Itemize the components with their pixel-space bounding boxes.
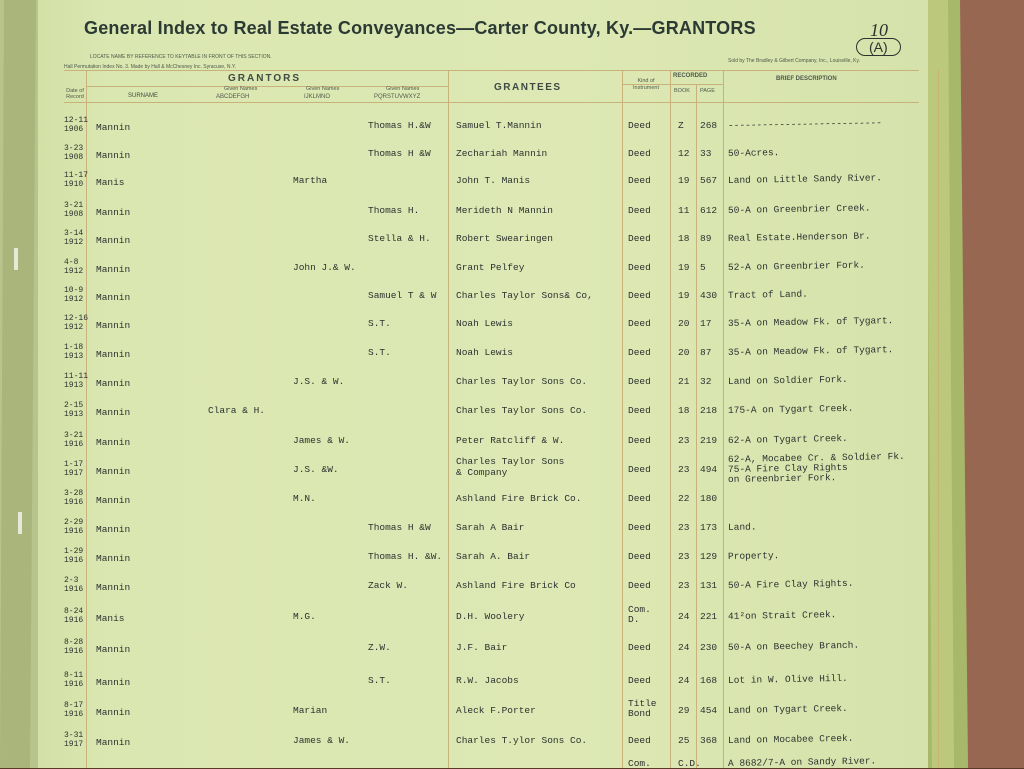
description-cell: 50-A on Greenbrier Creek. [727, 202, 871, 216]
grantee-cell: Charles Taylor Sons [456, 456, 565, 467]
surname-cell: Manis [96, 177, 125, 188]
instrument-kind-cell: Deed [628, 376, 651, 387]
given-names-2-cell: J.S. & W. [293, 376, 345, 387]
instrument-kind-cell: Deed [628, 262, 651, 273]
page-cell: 180 [700, 493, 718, 504]
given-names-label-3: Given Names [386, 86, 420, 92]
surname-cell: Mannin [96, 320, 131, 331]
book-cell: 20 [678, 347, 690, 358]
instrument-kind-cell: Deed [628, 175, 651, 186]
instrument-kind-cell: Deed [628, 735, 651, 746]
col-rule-grantees [622, 70, 623, 768]
grantee-cell: John T. Manis [456, 175, 531, 186]
page-cell: 131 [700, 580, 718, 591]
given-names-2-cell: James & W. [293, 735, 351, 746]
grantee-cell: Ashland Fire Brick Co [456, 580, 576, 591]
page-cell: 494 [700, 464, 718, 475]
given-names-3-cell: S.T. [368, 347, 391, 358]
description-cell: A 8682/7-A on Sandy River. [727, 755, 877, 769]
grantee-cell: R.W. Jacobs [456, 675, 519, 686]
description-cell-line3: on Greenbrier Fork. [727, 472, 837, 485]
grantee-cell-line2: & Company [456, 467, 508, 478]
book-cell: 18 [678, 405, 690, 416]
book-cell: 24 [678, 611, 690, 622]
col-rule-recorded [723, 70, 724, 768]
book-cell: 29 [678, 705, 690, 716]
page-cell: 221 [700, 611, 718, 622]
description-cell: Property. [727, 550, 780, 562]
header-bottom-rule [64, 102, 919, 103]
surname-cell: Mannin [96, 235, 131, 246]
page-number: 10 [870, 20, 888, 40]
given-names-2-cell: M.N. [293, 493, 316, 504]
instrument-kind-cell: Com. [628, 758, 651, 769]
book-cell: 19 [678, 175, 690, 186]
record-date-year: 1910 [64, 180, 84, 189]
description-cell: 35-A on Meadow Fk. of Tygart. [727, 315, 894, 329]
instrument-kind-cell: Deed [628, 290, 651, 301]
page-cell: 89 [700, 233, 712, 244]
grantees-header: GRANTEES [494, 82, 562, 93]
description-cell-line2: 75-A Fire Clay Rights [727, 461, 848, 475]
record-date-year: 1913 [64, 352, 84, 361]
record-date-day: 12-16 [64, 314, 89, 323]
grantee-cell: Charles T.ylor Sons Co. [456, 735, 588, 746]
given-names-1-cell: Clara & H. [208, 405, 266, 416]
instrument-kind-cell: Deed [628, 493, 651, 504]
record-date-day: 2-15 [64, 401, 84, 410]
surname-cell: Mannin [96, 466, 131, 477]
col-rule-grantors [448, 70, 449, 768]
grantee-cell: Noah Lewis [456, 347, 514, 358]
record-date-day: 4-8 [64, 258, 79, 267]
page-cell: 268 [700, 120, 718, 131]
surname-header: SURNAME [128, 93, 159, 99]
book-cell: 19 [678, 290, 690, 301]
description-cell: 175-A on Tygart Creek. [727, 402, 854, 416]
grantee-cell: Samuel T.Mannin [456, 120, 542, 131]
description-cell: 50-Acres. [727, 147, 780, 159]
page-cell: 612 [700, 205, 718, 216]
grantee-cell: D.H. Woolery [456, 611, 525, 622]
book-cell: 21 [678, 376, 690, 387]
description-cell: Land on Mocabee Creek. [727, 732, 854, 746]
sold-note: Sold by The Bradley & Gilbert Company, Inc., Louisville, Ky. [728, 58, 861, 64]
page-title: General Index to Real Estate Conveyances—Carter County, Ky.—GRANTORS [84, 18, 756, 38]
grantee-cell: Charles Taylor Sons Co. [456, 376, 588, 387]
record-date-year: 1916 [64, 440, 84, 449]
surname-cell: Mannin [96, 122, 131, 133]
description-cell: Real Estate.Henderson Br. [727, 230, 871, 244]
record-date-day: 8-28 [64, 638, 84, 647]
surname-cell: Mannin [96, 407, 131, 418]
instrument-kind-cell: Deed [628, 318, 651, 329]
given-names-3-cell: Stella & H. [368, 233, 431, 244]
given-names-3-cell: Thomas H &W [368, 148, 431, 159]
grantee-cell: Merideth N Mannin [456, 205, 553, 216]
record-date-day: 8-17 [64, 701, 84, 710]
record-date-day: 8-24 [64, 607, 84, 616]
record-date-year: 1912 [64, 238, 84, 247]
grantors-header: GRANTORS [228, 73, 302, 84]
given-names-3-cell: Thomas H.&W [368, 120, 431, 131]
record-date-day: 12-11 [64, 116, 89, 125]
book-cell: 12 [678, 148, 690, 159]
description-cell: 41²on Strait Creek. [727, 609, 837, 622]
surname-cell: Mannin [96, 349, 131, 360]
book-cell: 23 [678, 435, 690, 446]
record-date-day: 3-28 [64, 489, 84, 498]
instrument-kind-cell: Deed [628, 347, 651, 358]
given-names-2-cell: J.S. &W. [293, 464, 339, 475]
record-date-year: 1916 [64, 585, 84, 594]
instrument-kind-cell: Deed [628, 642, 651, 653]
book-cell: 25 [678, 735, 690, 746]
instrument-kind-cell: Deed [628, 405, 651, 416]
surname-cell: Mannin [96, 644, 131, 655]
brief-description-header: BRIEF DESCRIPTION [776, 76, 837, 82]
ledger-page [38, 0, 928, 768]
given-names-3-cell: Samuel T & W [368, 290, 437, 301]
record-date-day: 11-11 [64, 372, 89, 381]
page-cell: 33 [700, 148, 712, 159]
page-cell: 567 [700, 175, 718, 186]
description-cell: --------------------------- [727, 117, 883, 131]
page-cell: 218 [700, 405, 718, 416]
description-cell: Land. [727, 521, 757, 533]
description-cell: 52-A on Greenbrier Fork. [727, 259, 865, 273]
book-cell: 23 [678, 551, 690, 562]
page-cell: 454 [700, 705, 718, 716]
record-date-year: 1912 [64, 295, 84, 304]
record-date-day: 11-17 [64, 171, 89, 180]
instrument-kind-cell: Deed [628, 120, 651, 131]
surname-cell: Mannin [96, 582, 131, 593]
description-cell: Lot in W. Olive Hill. [727, 672, 848, 686]
record-date-day: 8-11 [64, 671, 84, 680]
book-cell: 24 [678, 675, 690, 686]
record-date-year: 1908 [64, 153, 84, 162]
record-date-day: 3-21 [64, 201, 84, 210]
book-cell: 20 [678, 318, 690, 329]
given-names-1-header: ABCDEFGH [216, 94, 250, 100]
given-names-label-2: Given Names [306, 86, 340, 92]
book-cell: 23 [678, 464, 690, 475]
surname-cell: Mannin [96, 264, 131, 275]
page-cell: 230 [700, 642, 718, 653]
description-cell: 62-A on Tygart Creek. [727, 432, 848, 446]
record-date-year: 1916 [64, 616, 84, 625]
locate-note: LOCATE NAME BY REFERENCE TO KEYTABLE IN FRONT OF THIS SECTION. [90, 54, 272, 60]
record-date-day: 1-29 [64, 547, 84, 556]
grantee-cell: Charles Taylor Sons& Co, [456, 290, 593, 301]
page-cell: 430 [700, 290, 718, 301]
record-date-day: 2-29 [64, 518, 84, 527]
record-date-day: 1-17 [64, 460, 84, 469]
record-date-year: 1913 [64, 381, 84, 390]
record-date-year: 1916 [64, 498, 84, 507]
page-letter: (A) [856, 38, 901, 56]
record-date-year: 1916 [64, 556, 84, 565]
page-cell: 168 [700, 675, 718, 686]
grantee-cell: Grant Pelfey [456, 262, 525, 273]
book-cell: Z [678, 120, 684, 131]
given-names-3-cell: Z.W. [368, 642, 391, 653]
surname-cell: Mannin [96, 378, 131, 389]
page-cell: 173 [700, 522, 718, 533]
description-cell: Land on Little Sandy River. [727, 172, 883, 186]
book-cell: 24 [678, 642, 690, 653]
record-date-day: 3-31 [64, 731, 84, 740]
page-cell: 5 [700, 262, 706, 273]
instrument-kind-cell: Deed [628, 233, 651, 244]
header-top-rule [64, 70, 919, 71]
surname-cell: Mannin [96, 150, 131, 161]
given-names-2-cell: Marian [293, 705, 328, 716]
surname-cell: Mannin [96, 437, 131, 448]
given-names-3-cell: Thomas H. &W. [368, 551, 443, 562]
given-names-3-cell: Thomas H &W [368, 522, 431, 533]
surname-cell: Mannin [96, 495, 131, 506]
col-rule-book [696, 84, 697, 768]
grantee-cell: Peter Ratcliff & W. [456, 435, 565, 446]
description-cell: Land on Soldier Fork. [727, 373, 848, 387]
book-cell: 22 [678, 493, 690, 504]
surname-cell: Mannin [96, 207, 131, 218]
grantee-cell: Aleck F.Porter [456, 705, 536, 716]
instrument-kind-cell: Com. D. [628, 604, 651, 625]
surname-cell: Mannin [96, 553, 131, 564]
grantee-cell: Sarah A Bair [456, 522, 525, 533]
given-names-3-cell: S.T. [368, 318, 391, 329]
grantee-cell: Robert Swearingen [456, 233, 553, 244]
record-date-day: 1-18 [64, 343, 84, 352]
record-date-year: 1912 [64, 323, 84, 332]
kind-of-instrument-header: Kind of Instrument [633, 78, 659, 91]
date-of-record-header: Date of Record [66, 88, 84, 100]
given-names-3-cell: Thomas H. [368, 205, 420, 216]
given-names-2-cell: M.G. [293, 611, 316, 622]
grantee-cell: Noah Lewis [456, 318, 514, 329]
page-cell: 87 [700, 347, 712, 358]
page-cell: 32 [700, 376, 712, 387]
book-cell: 19 [678, 262, 690, 273]
given-names-2-cell: James & W. [293, 435, 351, 446]
record-date-year: 1906 [64, 125, 84, 134]
surname-cell: Mannin [96, 737, 131, 748]
page-cell: 129 [700, 551, 718, 562]
description-cell: Tract of Land. [727, 288, 808, 301]
grantee-cell: Charles Taylor Sons Co. [456, 405, 588, 416]
instrument-kind-cell: Deed [628, 464, 651, 475]
record-date-year: 1916 [64, 680, 84, 689]
record-date-year: 1916 [64, 710, 84, 719]
instrument-kind-cell: Title Bond [628, 698, 657, 719]
record-date-year: 1916 [64, 527, 84, 536]
description-cell: Land on Tygart Creek. [727, 702, 848, 716]
record-date-year: 1916 [64, 647, 84, 656]
grantee-cell: J.F. Bair [456, 642, 508, 653]
surname-cell: Manis [96, 613, 125, 624]
record-date-day: 2-3 [64, 576, 79, 585]
record-date-year: 1912 [64, 267, 84, 276]
given-names-3-cell: Zack W. [368, 580, 408, 591]
surname-cell: Mannin [96, 677, 131, 688]
book-header: BOOK [674, 88, 690, 94]
page-cell: 17 [700, 318, 712, 329]
given-names-2-cell: John J.& W. [293, 262, 356, 273]
record-date-day: 10-9 [64, 286, 84, 295]
given-names-3-cell: S.T. [368, 675, 391, 686]
book-cell: 11 [678, 205, 690, 216]
instrument-kind-cell: Deed [628, 675, 651, 686]
record-date-day: 3-23 [64, 144, 84, 153]
grantee-cell: Zechariah Mannin [456, 148, 548, 159]
page-cell: 219 [700, 435, 718, 446]
form-note: Hall Permutation Index No. 3. Made by Hall & McChesney Inc. Syracuse, N.Y. [64, 64, 236, 70]
grantee-cell: Sarah A. Bair [456, 551, 531, 562]
given-names-3-header: PQRSTUVWXYZ [374, 94, 421, 100]
book-cell: 23 [678, 522, 690, 533]
record-date-day: 3-21 [64, 431, 84, 440]
record-date-year: 1908 [64, 210, 84, 219]
record-date-year: 1917 [64, 740, 84, 749]
record-date-year: 1917 [64, 469, 84, 478]
given-names-2-header: IJKLMNO [304, 94, 331, 100]
book-cell: 18 [678, 233, 690, 244]
record-date-day: 3-14 [64, 229, 84, 238]
surname-cell: Mannin [96, 707, 131, 718]
instrument-kind-cell: Deed [628, 435, 651, 446]
recorded-header: RECORDED [673, 73, 708, 79]
instrument-kind-cell: Deed [628, 551, 651, 562]
instrument-kind-cell: Deed [628, 522, 651, 533]
instrument-kind-cell: Deed [628, 580, 651, 591]
grantee-cell: Ashland Fire Brick Co. [456, 493, 582, 504]
col-rule-description [938, 70, 939, 768]
book-cell: C.D. [678, 758, 701, 769]
instrument-kind-cell: Deed [628, 205, 651, 216]
page-cell: 368 [700, 735, 718, 746]
instrument-kind-cell: Deed [628, 148, 651, 159]
book-cell: 23 [678, 580, 690, 591]
description-cell: 35-A on Meadow Fk. of Tygart. [727, 344, 894, 358]
record-date-year: 1913 [64, 410, 84, 419]
surname-cell: Mannin [96, 524, 131, 535]
page-header: PAGE [700, 88, 715, 94]
description-cell: 62-A, Mocabee Cr. & Soldier Fk. [727, 450, 905, 465]
surname-cell: Mannin [96, 292, 131, 303]
description-cell: 50-A Fire Clay Rights. [727, 577, 854, 591]
given-names-2-cell: Martha [293, 175, 328, 186]
col-rule-kind [670, 70, 671, 768]
description-cell: 50-A on Beechey Branch. [727, 639, 860, 653]
given-names-label-1: Given Names [224, 86, 258, 92]
